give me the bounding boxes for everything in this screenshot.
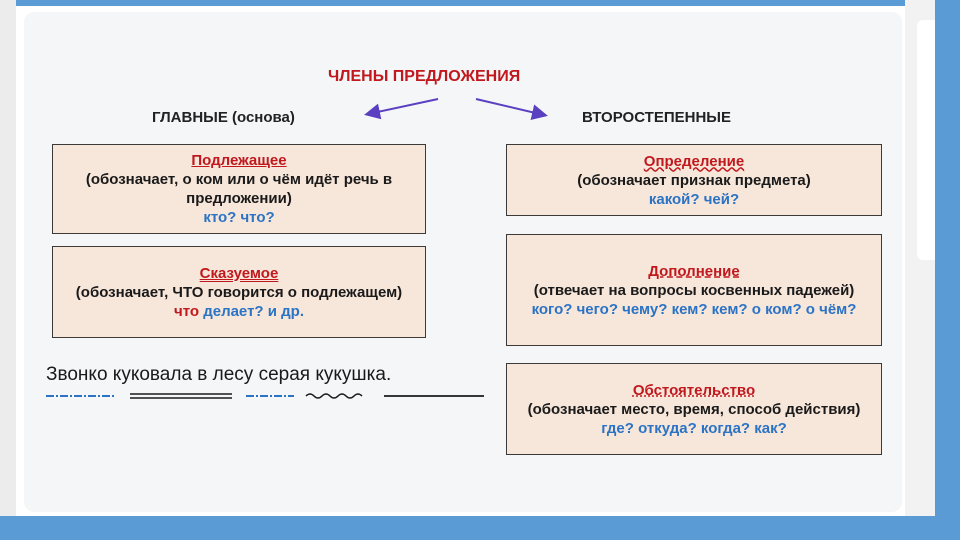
object-question: кого? чего? чему? кем? кем? о ком? о чём? [531,300,857,318]
slide [16,6,905,516]
adverbial-desc: (обозначает место, время, способ действия) [527,400,861,418]
subject-question: кто? что? [203,209,275,226]
attribute-desc: (обозначает признак предмета) [577,171,811,189]
example-sentence: Звонко куковала в лесу серая кукушка. [46,364,392,385]
main-members-header: ГЛАВНЫЕ (основа) [152,109,295,126]
sentence-underlines [44,388,484,404]
box-adverbial [506,363,882,455]
arrow-to-secondary [476,99,544,115]
predicate-question-rest: делает? и др. [199,302,304,320]
secondary-members-header: ВТОРОСТЕПЕННЫЕ [582,109,731,126]
underline-attribute [306,394,362,398]
attribute-name: Определение [643,152,745,170]
box-subject [52,144,426,234]
predicate-name: Сказуемое [199,264,279,282]
object-desc: (отвечает на вопросы косвенных падежей) [533,281,855,299]
adverbial-name: Обстоятельство [632,381,756,399]
predicate-question-red: что [174,302,200,320]
right-panel-card [917,20,935,260]
subject-desc: (обозначает, о ком или о чём идёт речь в предложении) [85,171,393,207]
adverbial-question: где? откуда? когда? как? [601,419,787,437]
predicate-desc: (обозначает, ЧТО говорится о подлежащем) [75,283,403,301]
object-name: Дополнение [648,262,740,280]
predicate-question [53,302,425,321]
box-object [506,234,882,346]
attribute-question: какой? чей? [648,190,740,208]
diagram-title: ЧЛЕНЫ ПРЕДЛОЖЕНИЯ [328,68,521,85]
box-attribute [506,144,882,216]
subject-name: Подлежащее [191,152,287,169]
arrow-to-main [368,99,438,114]
box-predicate [52,246,426,338]
right-background-window-strip [905,0,935,516]
left-background-window-strip [0,0,16,516]
